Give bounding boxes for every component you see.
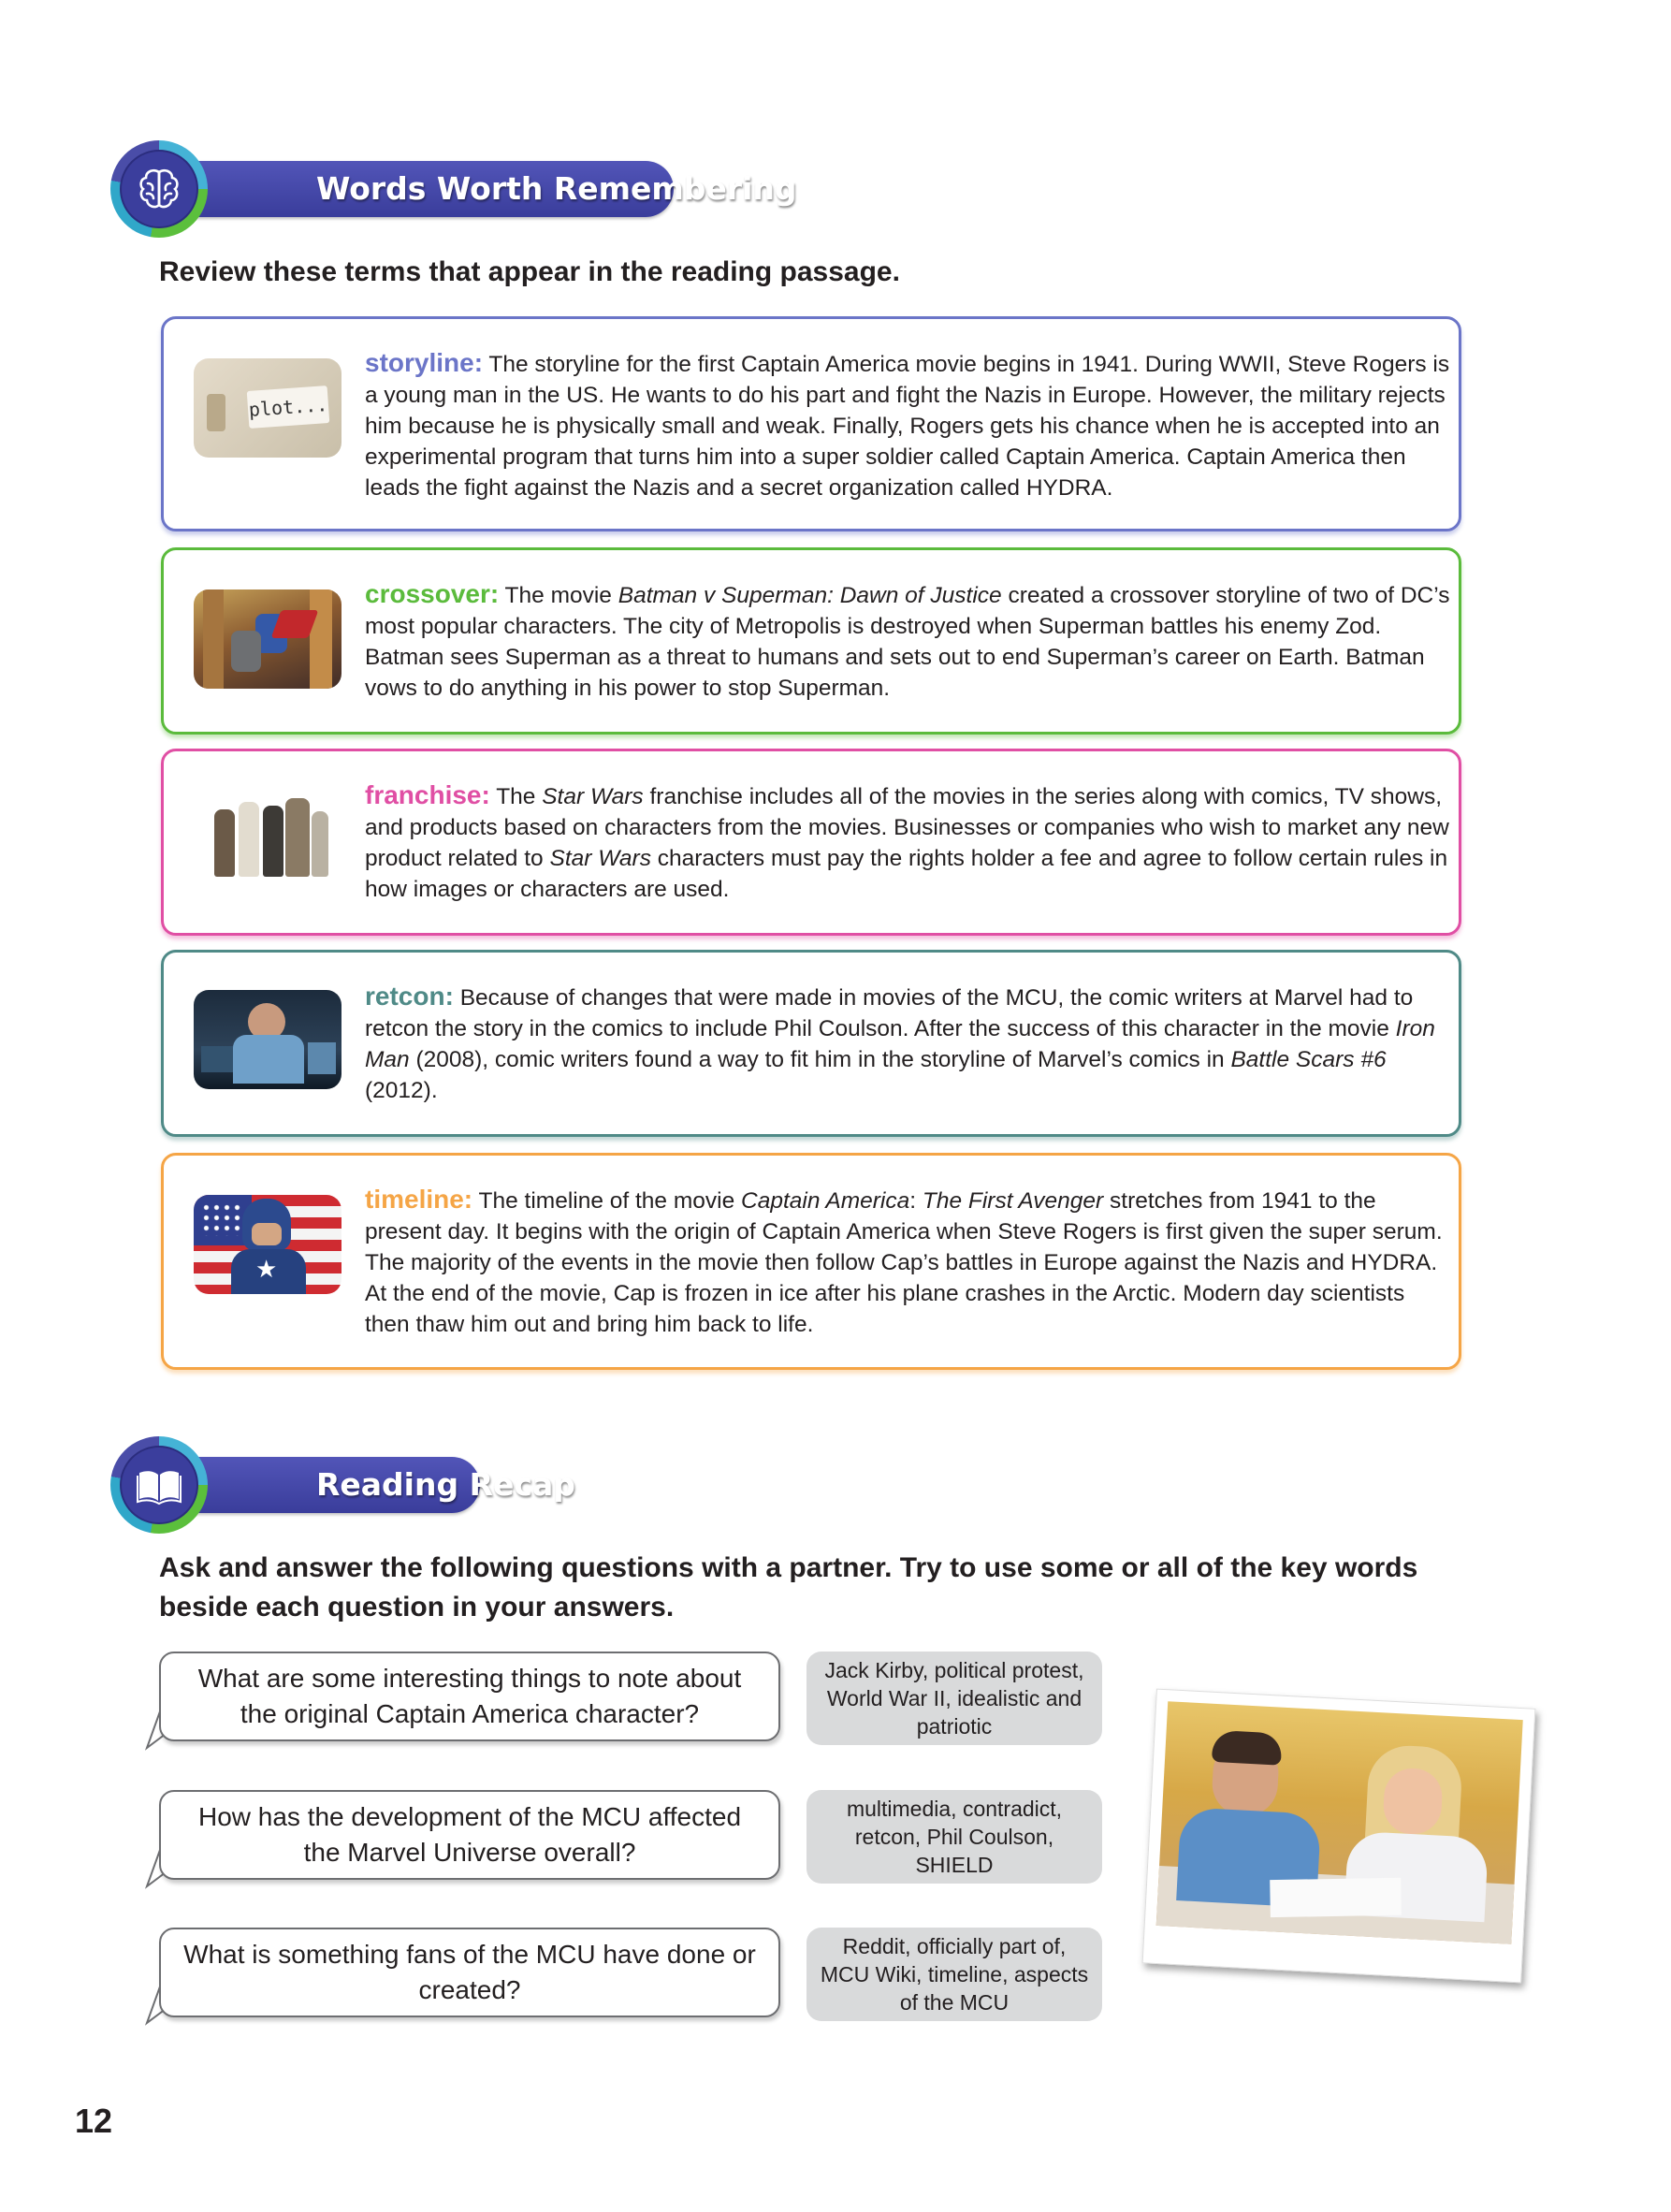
italic-title: Batman v Superman: Dawn of Justice [618,583,1002,608]
definition-text: franchise includes all of the movies in the series along with comics, TV shows, and products based on characters from the movies. Businesses or companies who wish to market any new product related to [365,784,1449,871]
vocab-card-text [365,347,1450,503]
question-bubble: What is something fans of the MCU have done or created? [159,1928,780,2017]
words-section-bar [195,161,797,217]
italic-title: Battle Scars #6 [1230,1047,1387,1072]
vocab-card-crossover [161,547,1461,735]
definition-text: (2012). [365,1078,438,1103]
recap-section-badge [110,1436,208,1534]
open-book-icon [135,1461,183,1509]
star-wars-figures-image [194,791,341,890]
question-bubble: What are some interesting things to note about the original Captain America character? [159,1652,780,1741]
recap-section-header [110,1436,575,1549]
recap-instruction: Ask and answer the following questions with a partner. Try to use some or all of the key words beside each question in your answers. [159,1552,1418,1623]
page-number: 12 [75,2102,113,2140]
vocab-term: crossover: [365,579,500,608]
words-section-badge [110,140,208,238]
batman-superman-image [194,589,341,689]
italic-title: Iron Man [365,1016,1435,1072]
question-bubble: How has the development of the MCU affected the Marvel Universe overall? [159,1790,780,1880]
italic-title: The First Avenger [922,1188,1104,1214]
keyword-box: Reddit, officially part of, MCU Wiki, timeline, aspects of the MCU [806,1928,1102,2021]
man-at-desk-image [194,990,341,1089]
italic-title: Captain America [741,1188,910,1214]
vocab-definition [365,583,1450,701]
definition-text: Because of changes that were made in movies of the MCU, the comic writers at Marvel had to retcon the story in the comics to include Phil Coulson. After the success of this character in the movie [365,985,1414,1041]
definition-text: : [909,1188,923,1214]
definition-text: The timeline of the movie [472,1188,742,1214]
vocab-card-franchise [161,749,1461,936]
vocab-term: storyline: [365,348,484,377]
vocab-card-text [365,578,1450,704]
vocab-definition [365,784,1449,902]
keyword-box: Jack Kirby, political protest, World War II, idealistic and patriotic [806,1652,1102,1745]
vocab-term: timeline: [365,1185,473,1214]
definition-text: created a crossover storyline of two of DC’s most popular characters. The city of Metropolis is destroyed when Superman battles his enemy Zod. Batman sees Superman as a threat to humans and sets out to end Superman’s career on Earth. Batman vows to do anything in his power to stop Superman. [365,583,1450,701]
italic-title: Star Wars [542,784,644,809]
keyword-box: multimedia, contradict, retcon, Phil Coulson, SHIELD [806,1790,1102,1884]
vocab-card-text [365,981,1450,1106]
brain-icon [135,165,183,213]
vocab-card-storyline [161,316,1461,531]
definition-text: The storyline for the first Captain America movie begins in 1941. During WWII, Steve Rogers is a young man in the US. He wants to do his part and fight the Nazis in Europe. However, the military rejects him because he is physically small and weak. Finally, Rogers gets his chance when he is accepted into an experimental program that turns him into a super soldier called Captain America. Captain America then leads the fight against the Nazis and a secret organization called HYDRA. [365,352,1450,501]
recap-section-title: Reading Recap [316,1466,575,1503]
captain-america-flag-image: ★ [194,1195,341,1294]
vocab-card-text [365,1184,1450,1340]
students-photo [1142,1689,1536,1984]
definition-text: stretches from 1941 to the present day. It begins with the origin of Captain America when Steve Rogers is first given the super serum. The majority of the events in the movie then follow Cap’s battles in Europe against the Nazis and HYDRA. At the end of the movie, Cap is frozen in ice after his plane crashes in the Arctic. Modern day scientists then thaw him out and bring him back to life. [365,1188,1443,1337]
definition-text: The movie [499,583,618,608]
definition-text: characters must pay the rights holder a fee and agree to follow certain rules in how images or characters are used. [365,846,1448,902]
plot-paper-image [194,358,341,458]
plot-image-label: plot... [247,386,330,429]
italic-title: Star Wars [549,846,651,871]
vocab-term: retcon: [365,982,454,1011]
words-section-header [110,140,797,253]
vocab-definition [365,352,1449,501]
vocab-card-retcon [161,950,1461,1137]
vocab-term: franchise: [365,780,490,809]
definition-text: The [489,784,543,809]
vocab-definition [365,985,1435,1103]
words-instruction: Review these terms that appear in the reading passage. [159,256,900,287]
recap-section-bar [195,1457,575,1513]
vocab-definition [365,1188,1443,1337]
vocab-card-timeline [161,1153,1461,1370]
definition-text: (2008), comic writers found a way to fit him in the storyline of Marvel’s comics in [409,1047,1231,1072]
vocab-card-text [365,779,1450,905]
words-section-title: Words Worth Remembering [316,170,797,207]
